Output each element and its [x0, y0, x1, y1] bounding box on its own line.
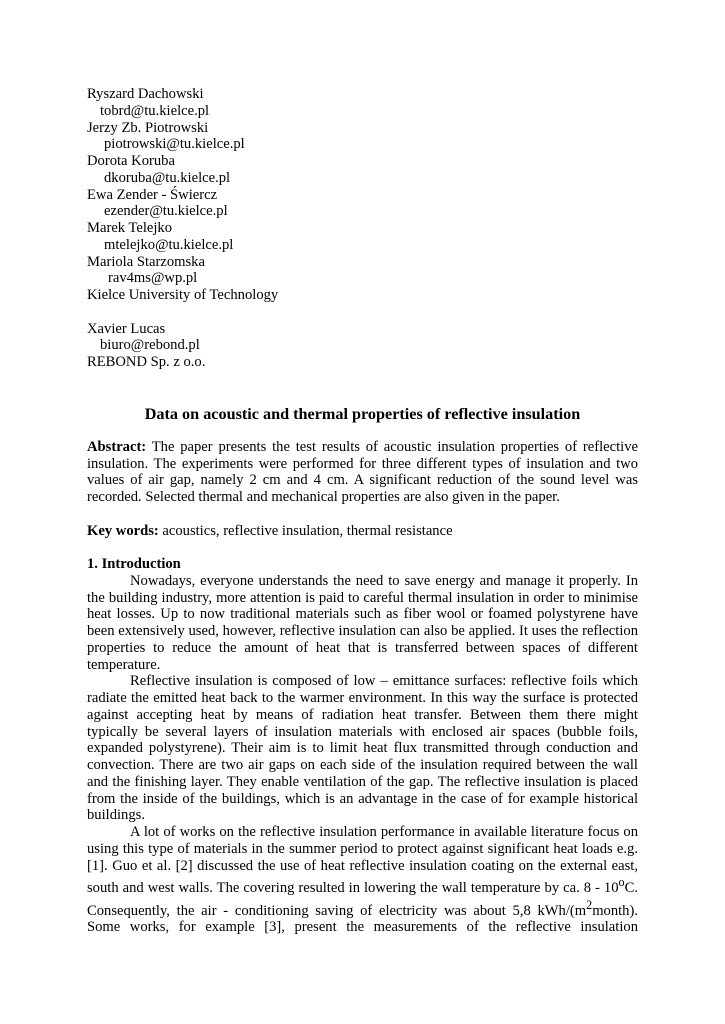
author-name: Jerzy Zb. Piotrowski [87, 119, 209, 136]
author-email[interactable]: biuro@rebond.pl [100, 337, 200, 354]
section-heading: 1. Introduction [87, 556, 181, 572]
author-email[interactable]: mtelejko@tu.kielce.pl [104, 236, 234, 253]
author-list [87, 86, 638, 371]
abstract-label: Abstract: [87, 438, 147, 455]
author-name: Dorota Koruba [87, 153, 175, 169]
author-name: Mariola Starzomska [87, 253, 205, 270]
author-name: Marek Telejko [87, 220, 173, 236]
paragraph: Nowadays, everyone understands the need to save energy and manage it properly. In the building industry, more attention is paid to careful thermal insulation in order to minimise heat losses. Up to now traditional materials such as fiber wool or foamed polystyrene have been extensively used, however, reflective insulation can also be applied. It uses the reflection properties to reduce the amount of heat that is transferred between spaces of different temperature. [87, 572, 638, 673]
author-name: Ryszard Dachowski [87, 86, 204, 102]
author-name: Ewa Zender - Świercz [87, 186, 218, 203]
author-email[interactable]: rav4ms@wp.pl [108, 270, 198, 287]
author-email[interactable]: tobrd@tu.kielce.pl [100, 102, 210, 119]
abstract-text: The paper presents the test results of acoustic insulation properties of reflective insulation. The experiments were performed for three different types of insulation and two values of air gap, namely 2 cm and 4 cm. A significant reduction of the sound level was recorded. Selected thermal and mechanical properties are also given in the paper. [87, 438, 638, 505]
author-name: Xavier Lucas [87, 320, 166, 337]
spacer [87, 304, 638, 321]
affiliation: REBOND Sp. z o.o. [87, 354, 206, 370]
author-email[interactable]: piotrowski@tu.kielce.pl [104, 136, 245, 153]
paragraph: Reflective insulation is composed of low – emittance surfaces: reflective foils which radiate the emitted heat back to the warmer environment. In this way the surface is protected against accepting heat by means of radiation heat transfer. Between them there might typically be several layers of insulation materials with enclosed air spaces (bubble foils, expanded polystyrene). Their aim is to limit heat flux transmitted through conduction and convection. There are two air gaps on each side of the insulation required between the wall and the finishing layer. They enable ventilation of the gap. The reflective insulation is placed from the inside of the buildings, which is an advantage in the case of for example historical buildings. [87, 673, 638, 824]
superscript: 2 [586, 897, 593, 912]
superscript: o [618, 875, 625, 890]
paragraph-text: A lot of works on the reflective insulation performance in available literature focus on using this type of materials in the summer period to protect against significant heat loads e.g. [1]. Guo et al. [2] discussed the use of heat reflective insulation coating on the external east, south and west walls. The covering resulted in lowering the wall temperature by ca. 8 - 10 [87, 824, 638, 897]
paragraph [87, 824, 638, 936]
abstract [87, 439, 638, 506]
paper-page [87, 86, 638, 936]
author-email[interactable]: ezender@tu.kielce.pl [104, 203, 228, 220]
paragraph-text: C. Consequently, the air - conditioning saving of electricity was about 5,8 kWh/(m [87, 880, 638, 919]
paragraph-text: month). Some works, for example [3], present the measurements of the reflective insulation [87, 902, 638, 936]
affiliation: Kielce University of Technology [87, 287, 279, 303]
keywords-label: Key words: [87, 522, 159, 539]
keywords [87, 523, 638, 540]
author-email[interactable]: dkoruba@tu.kielce.pl [104, 169, 231, 186]
paper-title: Data on acoustic and thermal properties of reflective insulation [144, 404, 581, 423]
keywords-text: acoustics, reflective insulation, thermal resistance [158, 522, 453, 539]
